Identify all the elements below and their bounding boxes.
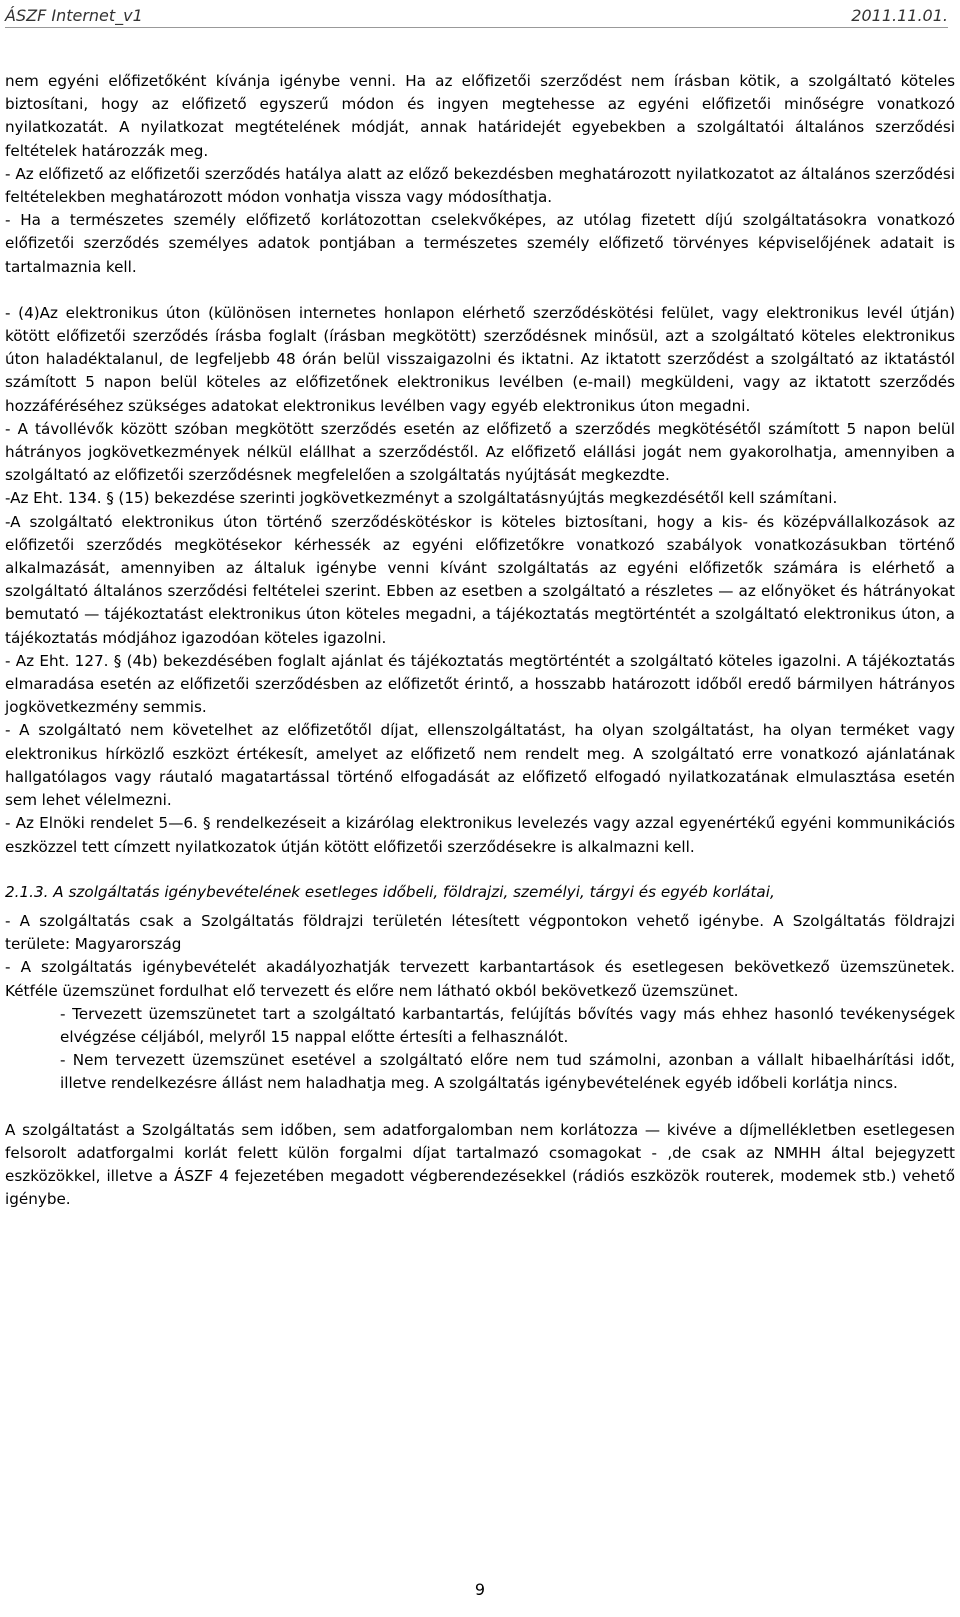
page-header	[0, 0, 960, 32]
paragraph-5: - A távollévők között szóban megkötött szerződés esetén az előfizető a szerződés megkötésétől számított 5 napon belül hátrányos jogkövetkezmények nélkül elállhat a szerződéstől. Az előfizető elállási jogát nem gyakorolhatja, amennyiben a szolgáltató az előfizetői szerződésnek megfelelően a szolgáltatás nyújtását megkezdte.	[5, 419, 955, 485]
indented-paragraph-2: - Nem tervezett üzemszünet esetével a szolgáltató előre nem tud számolni, azonban a vállalt hibaelhárítási időt, illetve rendelkezésre állást nem haladhatja meg. A szolgáltatás igénybevételének egyéb időbeli korlátja nincs.	[60, 1051, 955, 1093]
document-body	[5, 70, 955, 1211]
paragraph-6: -Az Eht. 134. § (15) bekezdése szerinti jogkövetkezményt a szolgáltatásnyújtás megkezdésétől kell számítani.	[5, 489, 838, 508]
paragraph-8: - Az Eht. 127. § (4b) bekezdésében foglalt ajánlat és tájékoztatás megtörténtét a szolgáltató köteles igazolni. A tájékoztatás elmaradása esetén az előfizetői szerződésben az előfizetőt érintő, a hosszabb határozott időből eredő bármilyen hátrányos jogkövetkezmény semmis.	[5, 651, 955, 717]
page-number: 9	[474, 1580, 486, 1599]
paragraph-7: -A szolgáltató elektronikus úton történő szerződéskötéskor is köteles biztosítani, hogy a kis- és középvállalkozások az előfizetői szerződés megkötésekor kérhessék az egyéni előfizetőkre vonatkozó szabályok vonatkozásukban történő alkalmazását, amennyiben az általuk igénybe venni kívánt szolgáltatás az egyéni előfizetők számára is elérhető a szolgáltató általános szerződési feltételei szerint. Ebben az esetben a szolgáltató a részletes — az előnyöket és hátrányokat bemutató — tájékoztatást elektronikus úton köteles megadni, a tájékoztatás megtörténtét a szolgáltató elektronikus úton, a tájékoztatás módjához igazodóan köteles igazolni.	[5, 512, 955, 647]
closing-paragraph: A szolgáltatást a Szolgáltatás sem időben, sem adatforgalomban nem korlátozza — kivéve a díjmellékletben esetlegesen felsorolt adatforgalmi korlát felett külön forgalmi díjat tartalmazó csomagokat - ,de csak az NMHH által bejegyzett eszközökkel, illetve a ÁSZF 4 fejezetében megadott végberendezésekkel (rádiós eszközök routerek, modemek stb.) vehető igénybe.	[5, 1120, 955, 1209]
paragraph-1: nem egyéni előfizetőként kívánja igénybe venni. Ha az előfizetői szerződést nem írásban kötik, a szolgáltató köteles biztosítani, hogy az előfizető egyszerű módon és ingyen megtehesse az egyéni előfizetői minőségre vonatkozó nyilatkozatát. A nyilatkozat megtételének módját, annak határidejét egyebekben a szolgáltatói általános szerződési feltételek határozzák meg.	[5, 72, 955, 160]
header-rule	[5, 27, 948, 28]
paragraph-9: - A szolgáltató nem követelhet az előfizetőtől díjat, ellenszolgáltatást, ha olyan szolgáltatást, ha olyan terméket vagy elektronikus hírközlő eszközt értékesít, amelyet az előfizető nem rendelt meg. A szolgáltató erre vonatkozó ajánlatának hallgatólagos vagy ráutaló magatartással történő elfogadását az előfizető elfogadó nyilatkozatának elmulasztása esetén sem lehet vélelmezni.	[5, 721, 955, 810]
document-title: ÁSZF Internet_v1	[5, 6, 143, 25]
section-heading: 2.1.3. A szolgáltatás igénybevételének esetleges időbeli, földrajzi, személyi, tárgyi és egyéb korlátai,	[5, 882, 775, 901]
section-paragraph-1: - A szolgáltatás csak a Szolgáltatás földrajzi területén létesített végpontokon vehető igénybe. A Szolgáltatás földrajzi területe: Magyarország	[5, 911, 955, 954]
document-date: 2011.11.01.	[851, 6, 948, 25]
indented-paragraph-1: - Tervezett üzemszünetet tart a szolgáltató karbantartás, felújítás bővítés vagy más ehhez hasonló tevékenységek elvégzése céljából, melyről 15 nappal előtte értesíti a felhasználót.	[60, 1004, 955, 1046]
paragraph-2: - Az előfizető az előfizetői szerződés hatálya alatt az előző bekezdésben meghatározott nyilatkozatot az általános szerződési feltételekben meghatározott módon vonhatja vissza vagy módosíthatja.	[5, 164, 955, 207]
section-paragraph-2: - A szolgáltatás igénybevételét akadályozhatják tervezett karbantartások és esetlegesen bekövetkező üzemszünetek. Kétféle üzemszünet fordulhat elő tervezett és előre nem látható okból bekövetkező üzemszünet.	[5, 958, 955, 1000]
paragraph-3: - Ha a természetes személy előfizető korlátozottan cselekvőképes, az utólag fizetett díjú szolgáltatásokra vonatkozó előfizetői szerződés személyes adatok pontjában a természetes személy előfizető törvényes képviselőjének adatait is tartalmaznia kell.	[5, 211, 955, 276]
paragraph-10: - Az Elnöki rendelet 5—6. § rendelkezéseit a kizárólag elektronikus levelezés vagy azzal egyenértékű egyéni kommunikációs eszközzel tett címzett nyilatkozatok útján kötött előfizetői szerződésekre is alkalmazni kell.	[5, 814, 955, 856]
paragraph-4: - (4)Az elektronikus úton (különösen internetes honlapon elérhető szerződéskötési felület, vagy elektronikus levél útján) kötött előfizetői szerződés írásba foglalt (írásban megkötött) szerződésnek minősül, azt a szolgáltató köteles elektronikus úton haladéktalanul, de legfeljebb 48 órán belül visszaigazolni és iktatni. Az iktatott szerződést a szolgáltató az iktatástól számított 5 napon belül köteles az előfizetőnek elektronikus levélben (e-mail) megküldeni, vagy az iktatott szerződés hozzáféréséhez szükséges adatokat elektronikus levélben vagy egyéb elektronikus úton megadni.	[5, 303, 955, 415]
